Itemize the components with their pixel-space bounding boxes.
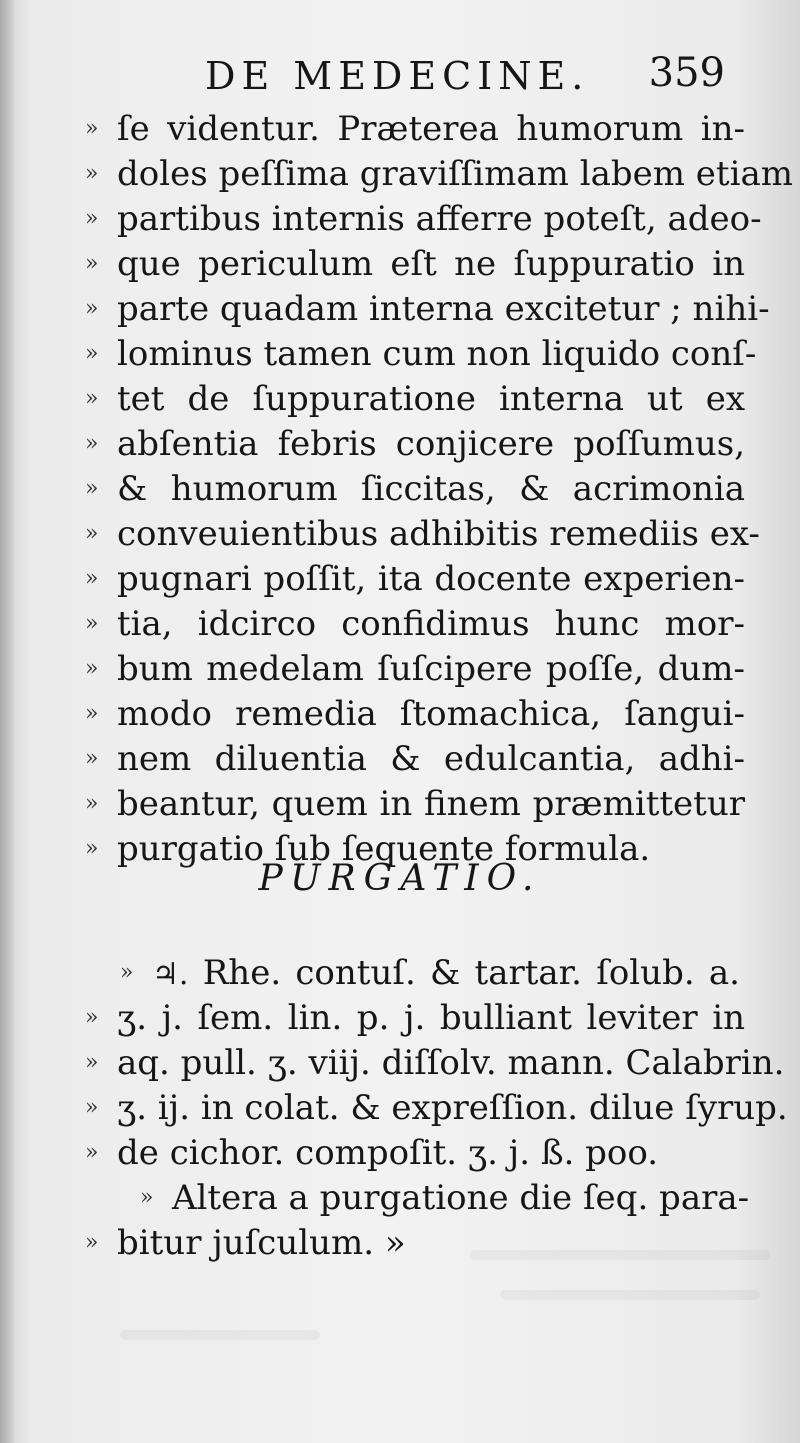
recipe-line [85, 1130, 745, 1180]
quote-mark: » [85, 161, 99, 186]
quote-mark: » [85, 386, 99, 411]
line-text: & humorum ſiccitas, & acrimonia [117, 469, 745, 509]
quote-mark: » [85, 1140, 99, 1165]
recipe-line [85, 1085, 788, 1135]
quote-mark: » [85, 1095, 99, 1120]
text-line [85, 781, 745, 831]
quote-mark: » [120, 960, 134, 985]
recipe-line [85, 1220, 745, 1270]
line-text: purgatio ſub ſequente formula. [117, 829, 651, 869]
text-line [85, 421, 745, 471]
line-text: tia, idcirco confidimus hunc mor- [117, 604, 745, 644]
quote-mark: » [85, 656, 99, 681]
quote-mark: » [85, 746, 99, 771]
quote-mark: » [85, 341, 99, 366]
recipe-line [85, 1040, 785, 1090]
line-text: beantur, quem in finem præmittetur [117, 784, 745, 824]
line-text: abſentia febris conjicere poſſumus, [117, 424, 745, 464]
page-header [205, 50, 725, 110]
line-text: ʒ. ij. in colat. & expreſſion. dilue ſyrup. [117, 1088, 788, 1128]
line-text: tet de ſuppuratione interna ut ex [117, 379, 745, 419]
line-text: nem diluentia & edulcantia, adhi- [117, 739, 745, 779]
text-line [85, 736, 745, 786]
line-text: partibus internis afferre poteſt, adeo- [117, 199, 762, 239]
section-title: PURGATIO. [258, 858, 542, 899]
quote-mark: » [85, 1230, 99, 1255]
show-through-mark [500, 1290, 760, 1300]
show-through-mark [470, 1250, 770, 1260]
text-line [85, 466, 745, 516]
recipe-line [85, 995, 745, 1045]
line-text: pugnari poſſit, ita docente experien- [117, 559, 745, 599]
text-line [85, 286, 770, 336]
line-text: Altera a purgatione die ſeq. para- [172, 1178, 750, 1218]
quote-mark: » [85, 701, 99, 726]
line-text: bum medelam ſuſcipere poſſe, dum- [117, 649, 745, 689]
line-text: parte quadam interna excitetur ; nihi- [117, 289, 770, 329]
quote-mark: » [85, 476, 99, 501]
quote-mark: » [85, 836, 99, 861]
line-text: lominus tamen cum non liquido conſ- [117, 334, 757, 374]
line-text: ſe videntur. Præterea humorum in- [117, 109, 745, 149]
quote-mark: » [85, 206, 99, 231]
line-text: modo remedia ſtomachica, ſangui- [117, 694, 745, 734]
quote-mark: » [85, 431, 99, 456]
recipe-symbol: ♃. [152, 957, 189, 992]
text-line [85, 241, 745, 291]
recipe-line [140, 1175, 750, 1225]
page-gutter-shadow [0, 0, 14, 1443]
line-text: de cichor. compoſit. ʒ. j. ß. poo. [117, 1133, 659, 1173]
quote-mark: » [85, 1005, 99, 1030]
line-text: bitur juſculum. » [117, 1223, 406, 1263]
line-text: ♃. Rhe. contuſ. & tartar. ſolub. a. [152, 953, 740, 993]
text-line [85, 106, 745, 156]
recipe-line [120, 950, 740, 1000]
quote-mark: » [85, 521, 99, 546]
quote-mark: » [140, 1185, 154, 1210]
show-through-mark [120, 1330, 320, 1340]
quote-mark: » [85, 566, 99, 591]
line-text: aq. pull. ʒ. viij. diſſolv. mann. Calabrin. [117, 1043, 785, 1083]
text-line [85, 511, 760, 561]
text-line [85, 601, 745, 651]
page-number: 359 [648, 50, 725, 96]
text-line [85, 691, 745, 741]
text-line [85, 646, 745, 696]
quote-mark: » [85, 1050, 99, 1075]
text-line [85, 331, 757, 381]
quote-mark: » [85, 251, 99, 276]
text-line [85, 376, 745, 426]
quote-mark: » [85, 116, 99, 141]
quote-mark: » [85, 611, 99, 636]
quote-mark: » [85, 791, 99, 816]
line-text: doles peſſima graviſſimam labem etiam [117, 154, 793, 194]
text-line [85, 556, 745, 606]
running-title: DE MEDECINE. [205, 54, 590, 98]
line-text: que periculum eſt ne ſuppuratio in [117, 244, 745, 284]
line-text: ʒ. j. ſem. lin. p. j. bulliant leviter in [117, 998, 745, 1038]
text-line [85, 196, 762, 246]
line-text: conveuientibus adhibitis remediis ex- [117, 514, 760, 554]
text-line [85, 151, 793, 201]
quote-mark: » [85, 296, 99, 321]
